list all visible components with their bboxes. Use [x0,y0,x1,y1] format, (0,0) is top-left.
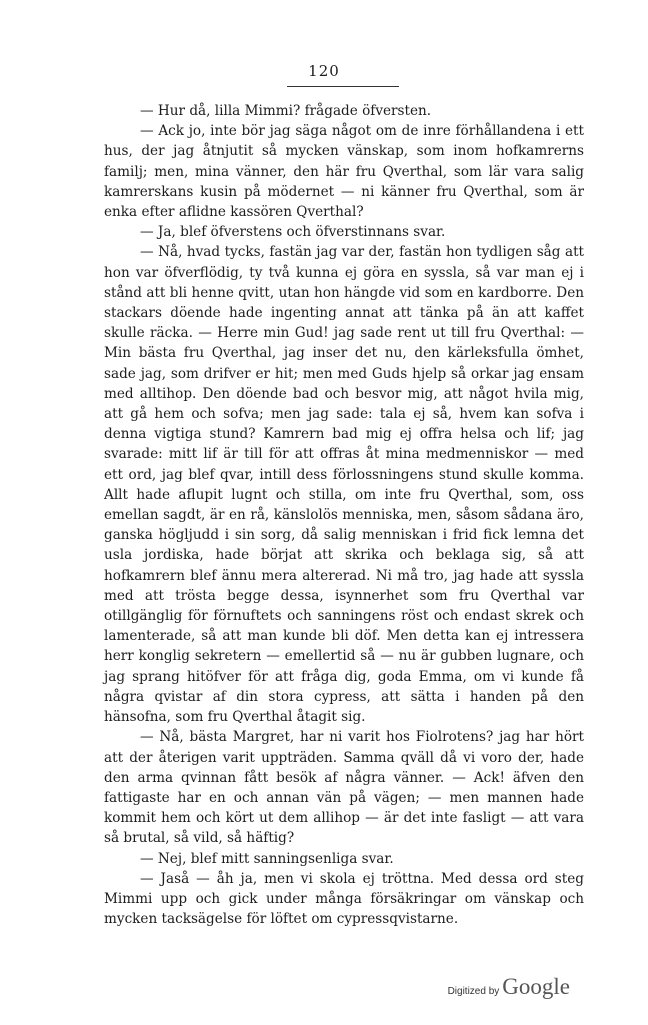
paragraph: — Jaså — åh ja, men vi skola ej tröttna. Med dessa ord steg Mimmi upp och gick under många försäkringar om vänskap och mycken tacksägelse för löftet om cypressqvistarne. [104,870,584,928]
digitization-watermark [448,974,570,1000]
paragraph: — Nå, bästa Margret, har ni varit hos Fiolrotens? jag har hört att der återigen varit uppträden. Samma qväll då vi voro der, hade den arma qvinnan fått besök af några vänner. — Ack! äfven den fattigaste har en och annan vän på vägen; — men mannen hade kommit hem och kört ut dem allihop — är det inte fasligt — att vara så brutal, så vild, så häftig? [104,729,584,847]
paragraph: — Hur då, lilla Mimmi? frågade öfversten. [140,103,432,119]
paragraph: — Ack jo, inte bör jag säga något om de inre förhållandena i ett hus, der jag åtnjutit så mycken vänskap, som inom hofkamrerns familj; men, mina vänner, den här fru Qverthal, som lär vara salig kamrerskans kusin på mödernet — ni känner fru Qverthal, som är enka efter aflidne kassören Qverthal? [104,123,584,221]
paragraph: — Nå, hvad tycks, fastän jag var der, fastän hon tydligen såg att hon var öfverflödig, ty två kunna ej göra en syssla, så var man ej i stånd att bli henne qvitt, utan hon hängde vid som en kardborre. Den stackars döende hade ingenting annat att tänka på än att kaffet skulle räcka. — Herre min Gud! jag sade rent ut till fru Qverthal: — Min bästa fru Qverthal, jag inser det nu, den kärleksfulla ömhet, sade jag, som drifver er hit; men med Guds hjelp så orkar jag ensam med alltihop. Den döende bad och besvor mig, att något hvila mig, att gå hem och sofva; men jag sade: tala ej så, hvem kan sofva i denna vigtiga stund? Kamrern bad mig ej offra helsa och lif; jag svarade: mitt lif är till för att offras åt mina medmenniskor — med ett ord, jag blef qvar, intill dess förlossningens stund skulle komma. Allt hade aflupit lugnt och stilla, om inte fru Qverthal, som, oss emellan sagdt, är en rå, känslolös menniska, men, såsom sådana äro, ganska högljudd i sin sorg, då salig menniskan i frid fick lemna det usla jordiska, hade börjat att skrika och beklaga sig, så att hofkamrern blef ännu mera altererad. Ni må tro, jag hade att syssla med att trösta begge dessa, isynnerhet som fru Qverthal var otillgänglig för förnuftets och sanningens röst och endast skrek och lamenterade, så att man kunde bli döf. Men detta kan ej intressera herr konglig sekretern — emellertid så — nu är gubben lugnare, och jag sprang hitöfver för att fråga dig, goda Emma, om vi kunde få några qvistar af din stora cypress, att sätta i handen på den hänsofna, som fru Qverthal åtagit sig. [104,244,584,726]
page-number: 120 [308,62,340,80]
body-text [104,101,584,929]
paragraph: — Nej, blef mitt sanningsenliga svar. [140,850,394,867]
header-rule [287,86,399,87]
watermark-brand: Google [502,974,570,999]
watermark-prefix: Digitized by [447,986,500,997]
paragraph: — Ja, blef öfverstens och öfverstinnans svar. [140,224,446,241]
